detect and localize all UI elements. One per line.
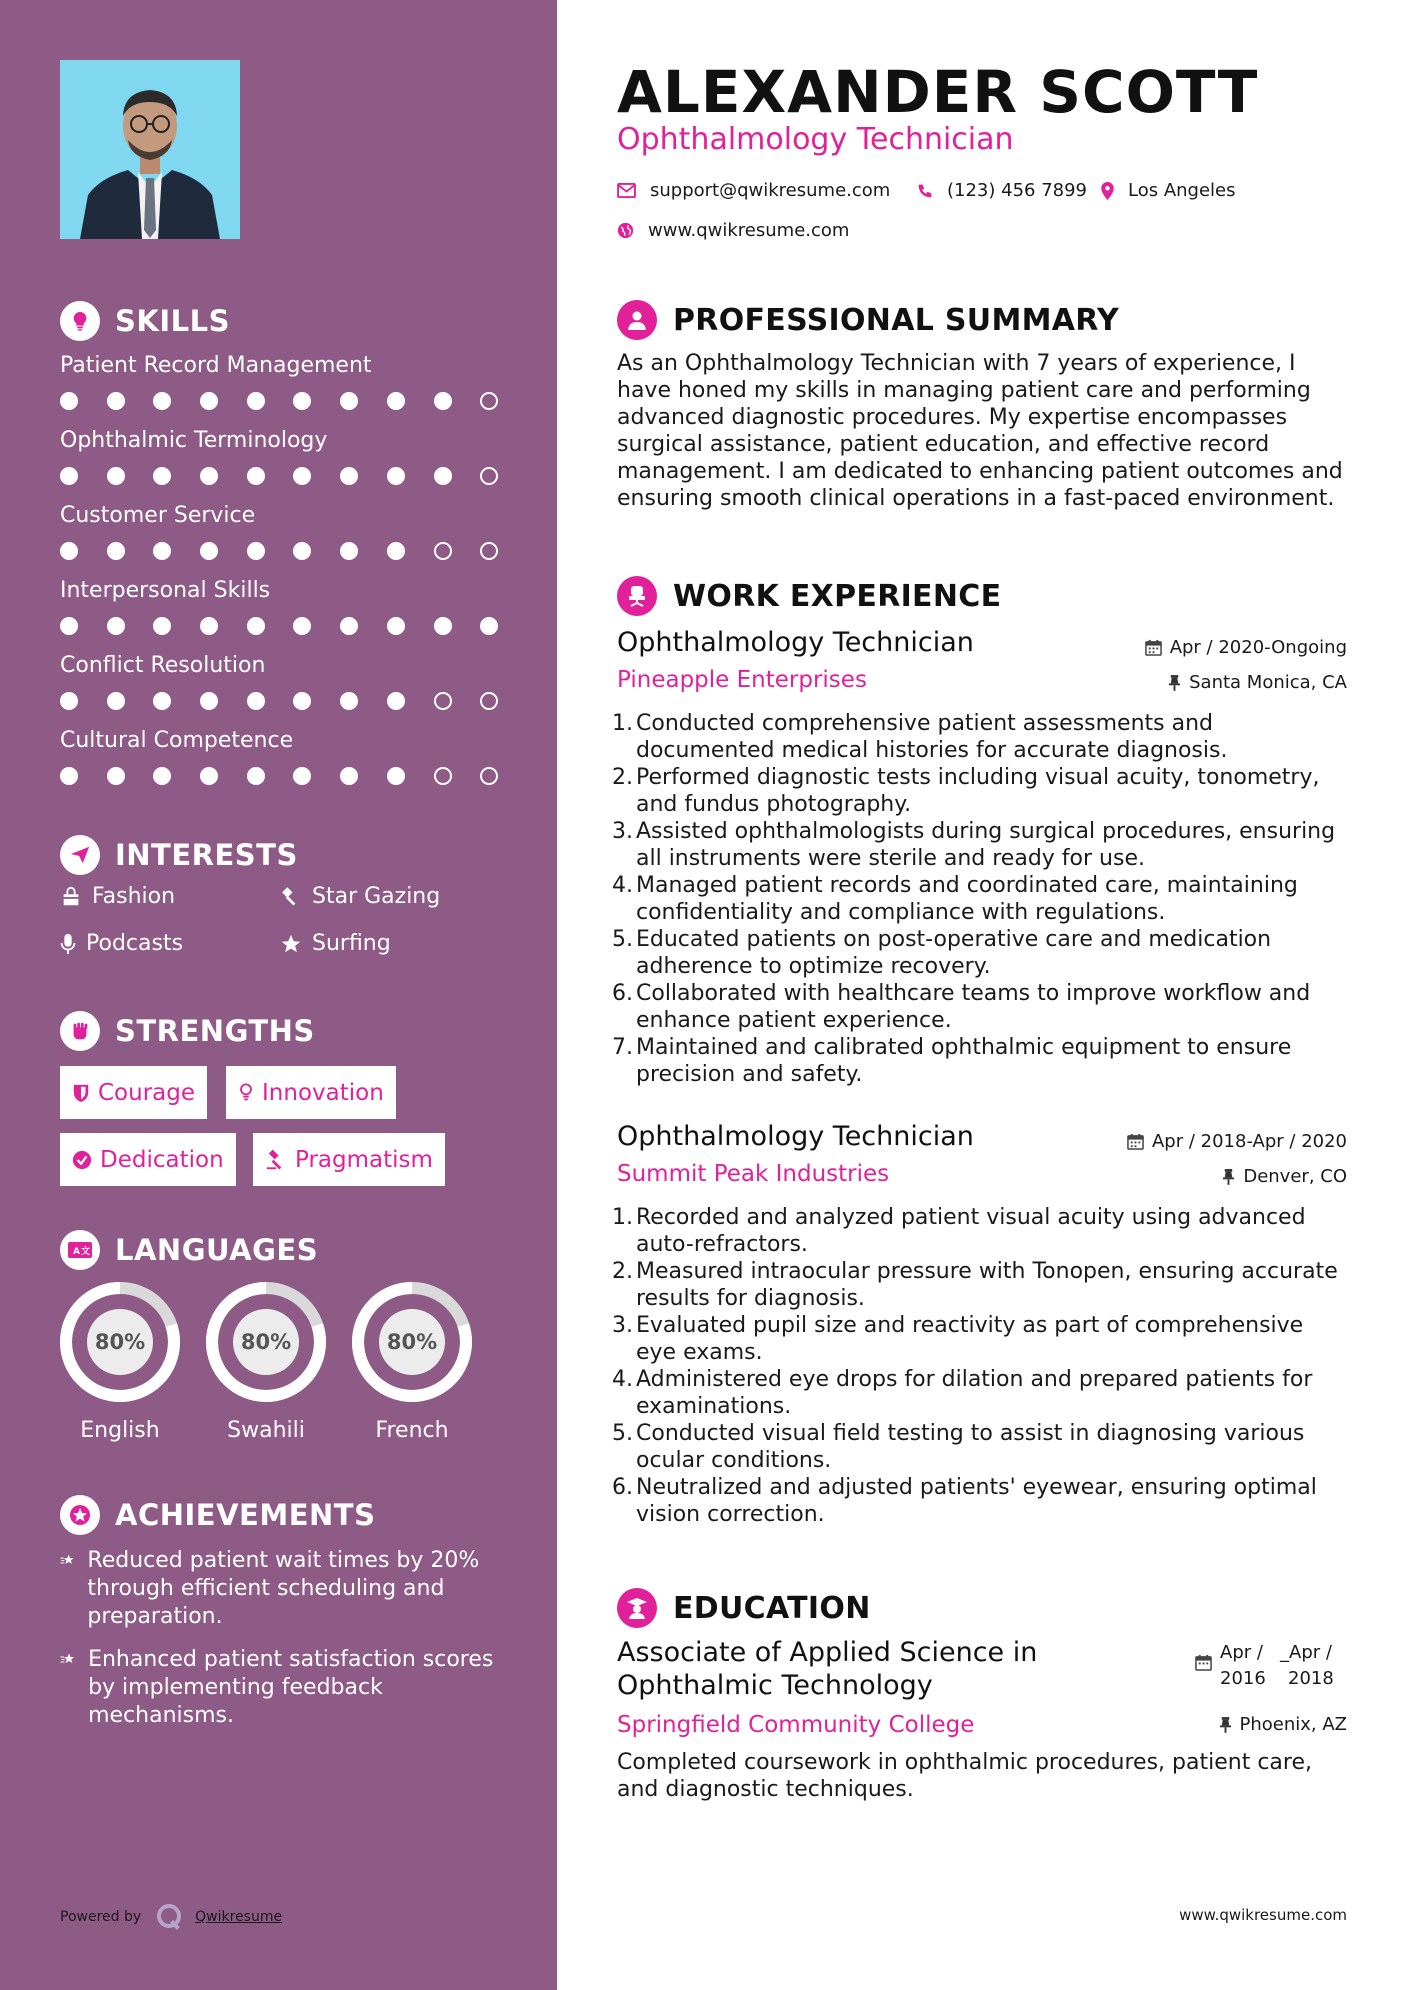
job-bullet (612, 1312, 1347, 1366)
rating-dot-filled (60, 692, 78, 710)
interest-label: Fashion (92, 884, 176, 909)
edu-end-line2: 2018 (1288, 1668, 1334, 1689)
rating-dot-filled (153, 692, 171, 710)
strength-tag (60, 1066, 207, 1119)
skill-rating (60, 767, 510, 785)
rating-dot-filled (480, 617, 498, 635)
rating-dot-filled (293, 692, 311, 710)
job-dates (1127, 1131, 1347, 1152)
skill-row (60, 501, 510, 560)
check-circle-icon (72, 1150, 92, 1170)
rating-dot-filled (340, 692, 358, 710)
skill-name: Ophthalmic Terminology (60, 428, 328, 453)
interest-label: Podcasts (86, 931, 184, 956)
skill-row (60, 726, 510, 785)
microphone-icon (60, 933, 76, 955)
strength-tag (60, 1133, 236, 1186)
skills-header (60, 301, 230, 341)
language-item (350, 1280, 474, 1443)
job-bullet (612, 926, 1347, 980)
education-location (1219, 1714, 1348, 1735)
education-location-text: Phoenix, AZ (1239, 1714, 1347, 1735)
rating-dot-filled (200, 467, 218, 485)
calendar-icon (1127, 1133, 1144, 1150)
profile-photo (60, 60, 240, 239)
job-bullet (612, 872, 1347, 926)
rating-dot-filled (387, 767, 405, 785)
rating-dot-filled (107, 617, 125, 635)
bullet-number: 6. (612, 1475, 633, 1500)
rating-dot-filled (247, 692, 265, 710)
experience-header (617, 576, 1001, 616)
rating-dot-filled (340, 542, 358, 560)
paper-plane-icon (60, 835, 100, 875)
qwikresume-link[interactable]: Qwikresume (195, 1909, 283, 1925)
gavel-icon (265, 1149, 287, 1171)
skill-rating (60, 542, 510, 560)
star-badge-icon (60, 1495, 100, 1535)
job-company: Summit Peak Industries (617, 1161, 890, 1187)
bullet-number: 1. (612, 1205, 633, 1230)
interests-header (60, 835, 298, 875)
bullet-number: 2. (612, 1259, 633, 1284)
job-company: Pineapple Enterprises (617, 667, 867, 693)
pushpin-icon (1168, 674, 1181, 691)
user-icon (617, 300, 657, 340)
bullet-number: 2. (612, 765, 633, 790)
rating-dot-empty (480, 767, 498, 785)
powered-prefix: Powered by (60, 1909, 142, 1925)
lightbulb-icon (60, 301, 100, 341)
strength-tag (226, 1066, 396, 1119)
skill-rating (60, 617, 510, 635)
interest-item (60, 884, 175, 909)
bullet-number: 4. (612, 1367, 633, 1392)
skill-name: Conflict Resolution (60, 653, 266, 678)
candidate-name: ALEXANDER SCOTT (617, 58, 1259, 126)
rating-dot-filled (247, 617, 265, 635)
rating-dot-filled (340, 392, 358, 410)
lightbulb-icon (238, 1083, 254, 1103)
rating-dot-filled (247, 767, 265, 785)
bullet-text: Assisted ophthalmologists during surgical procedures, ensuring all instruments were sterile and ready for use. (636, 819, 1336, 871)
rating-dot-filled (200, 767, 218, 785)
phone-icon (917, 183, 933, 199)
rating-dot-filled (293, 617, 311, 635)
skill-row (60, 651, 510, 710)
rating-dot-empty (480, 692, 498, 710)
bullet-number: 6. (612, 981, 633, 1006)
contact-phone[interactable] (917, 180, 1087, 201)
bullet-number: 7. (612, 1035, 633, 1060)
strengths-title: STRENGTHS (115, 1014, 315, 1048)
language-icon (60, 1230, 100, 1270)
bullet-text: Conducted visual field testing to assist in diagnosing various ocular conditions. (636, 1421, 1305, 1473)
rating-dot-filled (247, 542, 265, 560)
bullet-text: Maintained and calibrated ophthalmic equipment to ensure precision and safety. (636, 1035, 1292, 1087)
sidebar (0, 0, 557, 1990)
calendar-icon (1145, 639, 1162, 656)
strength-label: Innovation (262, 1079, 384, 1106)
rating-dot-filled (434, 467, 452, 485)
rating-dot-filled (107, 392, 125, 410)
language-ring (58, 1280, 182, 1404)
rating-dot-filled (247, 467, 265, 485)
rating-dot-filled (153, 542, 171, 560)
achievement-star-icon (60, 1646, 76, 1672)
rating-dot-filled (153, 617, 171, 635)
bullet-number: 5. (612, 927, 633, 952)
job-bullet (612, 1420, 1347, 1474)
bullet-number: 3. (612, 819, 633, 844)
footer-url[interactable]: www.qwikresume.com (1179, 1906, 1347, 1924)
rating-dot-filled (153, 767, 171, 785)
skill-row (60, 426, 510, 485)
achievements-header (60, 1495, 375, 1535)
bullet-text: Administered eye drops for dilation and prepared patients for examinations. (636, 1367, 1313, 1419)
language-percent: 80% (379, 1309, 445, 1375)
calendar-icon (1195, 1654, 1212, 1671)
rating-dot-filled (434, 617, 452, 635)
skill-name: Customer Service (60, 503, 256, 528)
job-dates-text: Apr / 2020-Ongoing (1169, 637, 1347, 658)
summary-title: PROFESSIONAL SUMMARY (673, 302, 1120, 338)
strength-label: Pragmatism (295, 1146, 433, 1173)
globe-icon (617, 222, 634, 239)
pushpin-icon (1222, 1168, 1235, 1185)
rating-dot-empty (480, 467, 498, 485)
job-bullet (612, 1034, 1347, 1088)
job-dates-text: Apr / 2018-Apr / 2020 (1151, 1131, 1347, 1152)
achievement-star-icon (60, 1547, 75, 1573)
job-bullet (612, 1474, 1347, 1528)
rating-dot-filled (200, 617, 218, 635)
rating-dot-empty (480, 392, 498, 410)
job-bullets (612, 710, 1347, 1088)
bullet-text: Recorded and analyzed patient visual acuity using advanced auto-refractors. (636, 1205, 1306, 1257)
bullet-text: Neutralized and adjusted patients' eyewear, ensuring optimal vision correction. (636, 1475, 1317, 1527)
contact-website[interactable] (617, 220, 849, 241)
bullet-text: Performed diagnostic tests including visual acuity, tonometry, and fundus photography. (636, 765, 1320, 817)
interest-label: Star Gazing (312, 884, 441, 909)
skill-row (60, 351, 510, 410)
phone-text: (123) 456 7899 (947, 180, 1088, 201)
education-title: EDUCATION (673, 1590, 871, 1626)
education-degree: Associate of Applied Science in Ophthalmic Technology (617, 1637, 1038, 1701)
pushpin-icon (1219, 1716, 1232, 1733)
candidate-role: Ophthalmology Technician (617, 122, 1014, 157)
language-item (58, 1280, 182, 1443)
qwikresume-logo-icon (155, 1902, 185, 1932)
map-pin-icon (1101, 182, 1114, 200)
job-bullet (612, 1204, 1347, 1258)
edu-start-line2: 2016 (1220, 1668, 1266, 1689)
location-text: Los Angeles (1128, 180, 1236, 201)
rating-dot-filled (60, 617, 78, 635)
skill-name: Patient Record Management (60, 353, 372, 378)
achievement-item (60, 1547, 520, 1631)
job-location-text: Santa Monica, CA (1189, 672, 1347, 693)
rating-dot-filled (434, 392, 452, 410)
rating-dot-filled (107, 767, 125, 785)
rating-dot-filled (200, 692, 218, 710)
summary-text: As an Ophthalmology Technician with 7 years of experience, I have honed my skills in managing patient care and performing advanced diagnostic procedures. My expertise encompasses surgical assistance, patient education, and effective record management. I am dedicated to enhancing patient outcomes and ensuring smooth clinical operations in a fast-paced environment. (617, 351, 1343, 511)
rating-dot-filled (340, 617, 358, 635)
rating-dot-empty (434, 692, 452, 710)
rating-dot-filled (387, 467, 405, 485)
bullet-number: 4. (612, 873, 633, 898)
skill-row (60, 576, 510, 635)
edu-start-line1: Apr / (1220, 1642, 1263, 1663)
rating-dot-filled (340, 767, 358, 785)
bullet-number: 1. (612, 711, 633, 736)
education-description: Completed coursework in ophthalmic procedures, patient care, and diagnostic techniques. (617, 1750, 1312, 1802)
bag-icon (60, 886, 82, 908)
job-bullet (612, 980, 1347, 1034)
interest-item (280, 884, 440, 909)
rating-dot-filled (107, 467, 125, 485)
svg-text:文: 文 (81, 1247, 91, 1257)
job-location (1222, 1166, 1347, 1187)
skills-title: SKILLS (115, 304, 230, 338)
rating-dot-filled (200, 542, 218, 560)
rating-dot-filled (340, 467, 358, 485)
rating-dot-filled (60, 542, 78, 560)
job-location-text: Denver, CO (1243, 1166, 1347, 1187)
rating-dot-filled (60, 467, 78, 485)
office-chair-icon (617, 576, 657, 616)
telescope-icon (280, 886, 302, 908)
strength-label: Courage (98, 1079, 196, 1106)
shield-icon (72, 1083, 90, 1103)
job-bullet (612, 764, 1347, 818)
svg-text:A: A (73, 1247, 80, 1257)
bullet-number: 5. (612, 1421, 633, 1446)
strengths-header (60, 1011, 315, 1051)
language-percent: 80% (233, 1309, 299, 1375)
rating-dot-filled (107, 692, 125, 710)
rating-dot-filled (153, 392, 171, 410)
language-name: French (375, 1418, 449, 1443)
rating-dot-filled (387, 617, 405, 635)
skill-rating (60, 467, 510, 485)
achievement-item (60, 1646, 520, 1730)
job-title: Ophthalmology Technician (617, 627, 974, 658)
language-name: Swahili (227, 1418, 305, 1443)
rating-dot-filled (387, 392, 405, 410)
interest-label: Surfing (312, 931, 391, 956)
rating-dot-empty (480, 542, 498, 560)
job-title: Ophthalmology Technician (617, 1121, 974, 1152)
job-location (1168, 672, 1347, 693)
envelope-icon (617, 183, 636, 198)
rating-dot-filled (200, 392, 218, 410)
email-text: support@qwikresume.com (650, 180, 891, 201)
interests-title: INTERESTS (115, 838, 298, 872)
language-name: English (80, 1418, 160, 1443)
fist-icon (60, 1011, 100, 1051)
job-bullet (612, 818, 1347, 872)
job-bullet (612, 1366, 1347, 1420)
rating-dot-filled (60, 392, 78, 410)
skill-name: Interpersonal Skills (60, 578, 271, 603)
strength-tag (253, 1133, 445, 1186)
rating-dot-filled (293, 467, 311, 485)
languages-title: LANGUAGES (115, 1233, 319, 1267)
summary-header (617, 300, 1119, 340)
bullet-text: Evaluated pupil size and reactivity as part of comprehensive eye exams. (636, 1313, 1304, 1365)
job-dates (1145, 637, 1347, 658)
rating-dot-filled (387, 542, 405, 560)
interest-item (60, 931, 183, 956)
bullet-text: Educated patients on post-operative care and medication adherence to optimize recovery. (636, 927, 1272, 979)
rating-dot-filled (387, 692, 405, 710)
rating-dot-filled (293, 542, 311, 560)
rating-dot-filled (293, 767, 311, 785)
rating-dot-filled (247, 392, 265, 410)
job-bullet (612, 1258, 1347, 1312)
rating-dot-filled (293, 392, 311, 410)
bullet-text: Managed patient records and coordinated care, maintaining confidentiality and compliance with regulations. (636, 873, 1298, 925)
skill-rating (60, 692, 510, 710)
contact-location (1101, 180, 1236, 201)
star-icon (280, 933, 302, 955)
language-item (204, 1280, 328, 1443)
languages-header (60, 1230, 318, 1270)
strength-label: Dedication (100, 1146, 224, 1173)
bullet-number: 3. (612, 1313, 633, 1338)
contact-email[interactable] (617, 180, 890, 201)
website-text: www.qwikresume.com (648, 220, 850, 241)
skill-name: Cultural Competence (60, 728, 294, 753)
interest-item (280, 931, 391, 956)
achievements-title: ACHIEVEMENTS (115, 1498, 376, 1532)
skill-rating (60, 392, 510, 410)
language-percent: 80% (87, 1309, 153, 1375)
job-bullets (612, 1204, 1347, 1528)
rating-dot-filled (60, 767, 78, 785)
experience-title: WORK EXPERIENCE (673, 578, 1002, 614)
powered-by (60, 1902, 282, 1932)
job-bullet (612, 710, 1347, 764)
language-ring (204, 1280, 328, 1404)
bullet-text: Collaborated with healthcare teams to improve workflow and enhance patient experience. (636, 981, 1311, 1033)
achievement-text: Reduced patient wait times by 20% through efficient scheduling and preparation. (87, 1548, 480, 1629)
education-school: Springfield Community College (617, 1712, 975, 1738)
rating-dot-empty (434, 542, 452, 560)
language-ring (350, 1280, 474, 1404)
education-header (617, 1588, 871, 1628)
rating-dot-filled (107, 542, 125, 560)
edu-end-line1: _Apr / (1280, 1642, 1332, 1663)
graduate-icon (617, 1588, 657, 1628)
achievement-text: Enhanced patient satisfaction scores by implementing feedback mechanisms. (88, 1647, 494, 1728)
rating-dot-empty (434, 767, 452, 785)
bullet-text: Conducted comprehensive patient assessments and documented medical histories for accurate diagnosis. (636, 711, 1228, 763)
rating-dot-filled (153, 467, 171, 485)
education-dates (1195, 1640, 1340, 1692)
bullet-text: Measured intraocular pressure with Tonopen, ensuring accurate results for diagnosis. (636, 1259, 1338, 1311)
